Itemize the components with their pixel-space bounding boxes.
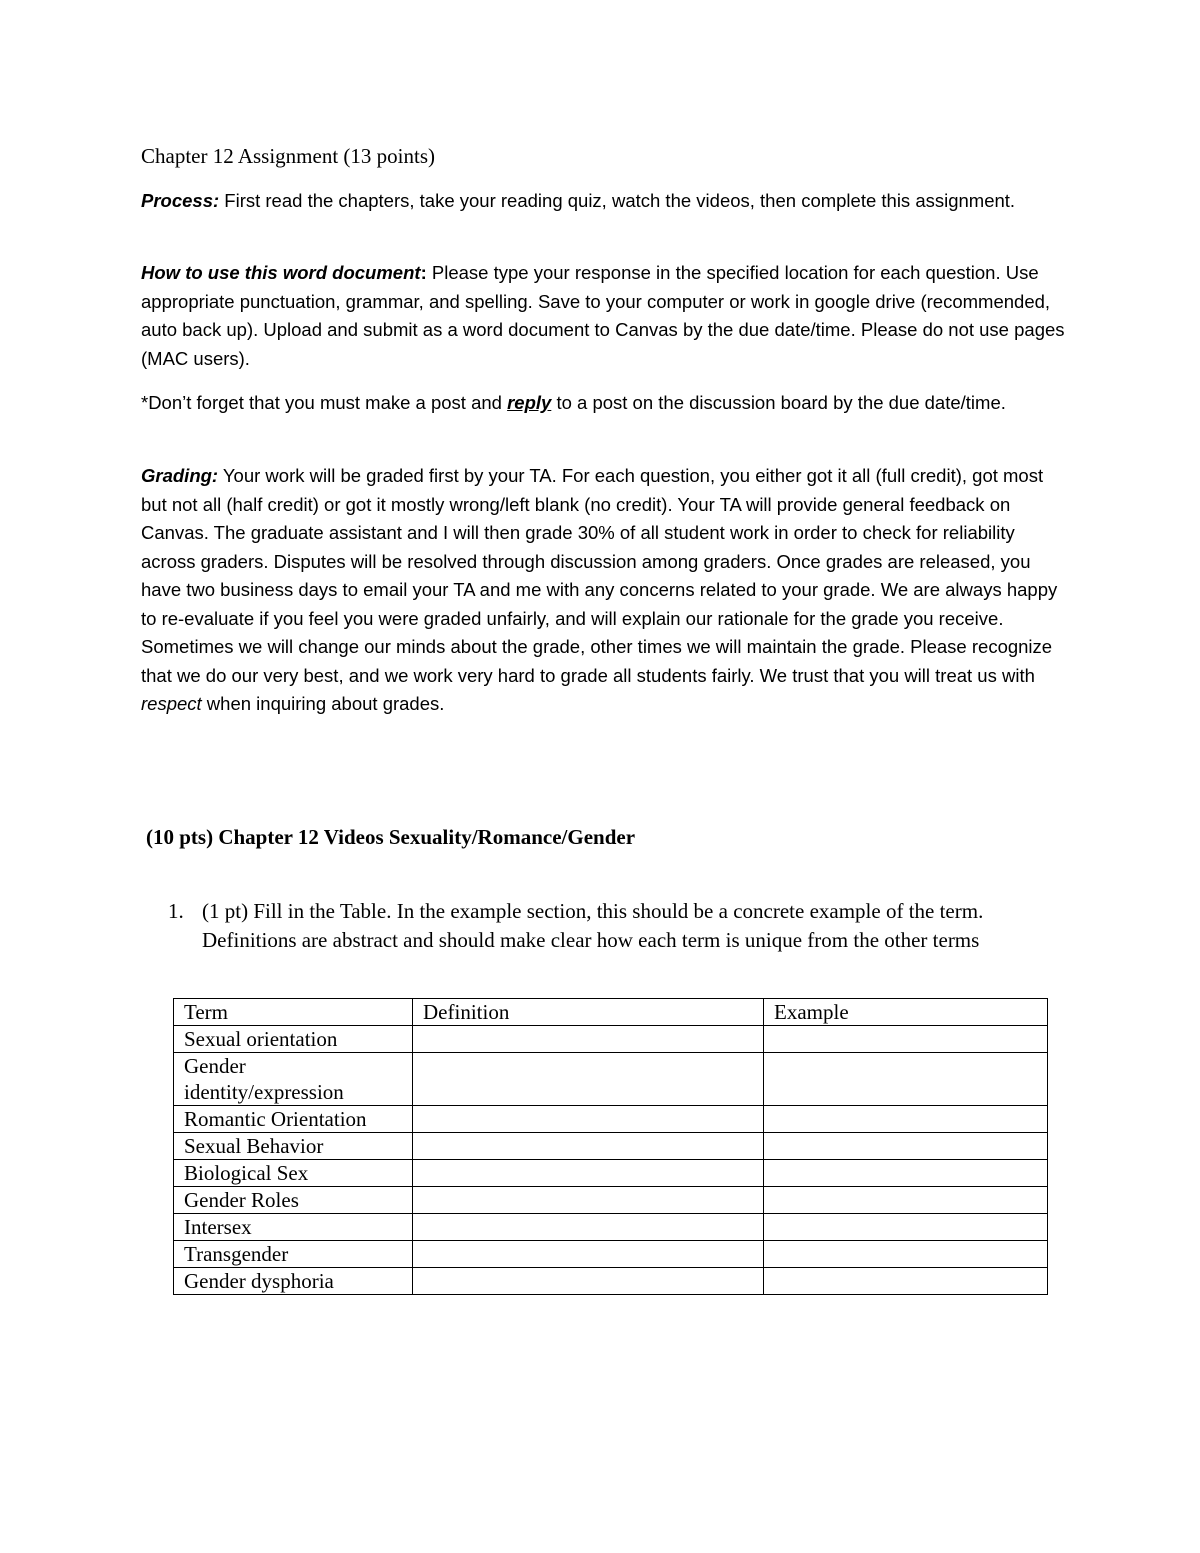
example-cell[interactable]	[764, 1241, 1048, 1268]
term-cell: Transgender	[174, 1241, 413, 1268]
howto-text: Please type your response in the specified location for each question. Use appropriate punctuation, grammar, and spelling. Save to your computer or work in google drive (recommended, auto back up). Upload and submit as a word document to Canvas by the due date/time. Please do not use pages (MAC users).	[141, 262, 1065, 369]
document-title: Chapter 12 Assignment (13 points)	[141, 144, 435, 168]
section-heading: (10 pts) Chapter 12 Videos Sexuality/Romance/Gender	[146, 825, 636, 849]
header-definition: Definition	[413, 999, 764, 1026]
grading-text: Your work will be graded first by your TA. For each question, you either got it all (full credit), got most but not all (half credit) or got it mostly wrong/left blank (no credit). Your TA will provide general feedback on Canvas. The graduate assistant and I will then grade 30% of all student work in order to check for reliability across graders. Disputes will be resolved through discussion among graders. Once grades are released, you have two business days to email your TA and me with any concerns related to your grade. We are always happy to re-evaluate if you feel you were graded unfairly, and will explain our rationale for the grade you receive. Sometimes we will change our minds about the grade, other times we will maintain the grade. Please recognize that we do our very best, and we work very hard to grade all students fairly. We trust that you will treat us with	[141, 465, 1058, 686]
definition-cell[interactable]	[413, 1214, 764, 1241]
table-header-row	[174, 999, 1048, 1026]
question-number: 1.	[168, 899, 184, 923]
grading-emphasis: respect	[141, 693, 202, 714]
terms-table	[173, 998, 1048, 1295]
howto-paragraph	[141, 259, 1066, 373]
term-cell: Biological Sex	[174, 1160, 413, 1187]
grading-text-after: when inquiring about grades.	[201, 693, 445, 714]
table-row	[174, 1133, 1048, 1160]
definition-cell[interactable]	[413, 1106, 764, 1133]
header-example: Example	[764, 999, 1048, 1026]
process-text: First read the chapters, take your reading quiz, watch the videos, then complete this assignment.	[219, 190, 1016, 211]
process-label: Process:	[141, 190, 220, 211]
table-row	[174, 1241, 1048, 1268]
howto-colon: :	[420, 262, 427, 283]
example-cell[interactable]	[764, 1187, 1048, 1214]
term-cell: Gender dysphoria	[174, 1268, 413, 1295]
definition-cell[interactable]	[413, 1026, 764, 1053]
term-cell: Intersex	[174, 1214, 413, 1241]
grading-label: Grading:	[141, 465, 219, 486]
question-1	[168, 897, 1048, 955]
definition-cell[interactable]	[413, 1187, 764, 1214]
example-cell[interactable]	[764, 1053, 1048, 1106]
example-cell[interactable]	[764, 1106, 1048, 1133]
table-row	[174, 1187, 1048, 1214]
term-cell: Gender Roles	[174, 1187, 413, 1214]
table-row	[174, 1053, 1048, 1106]
question-text: (1 pt) Fill in the Table. In the example section, this should be a concrete example of the term. Definitions are abstract and should make clear how each term is unique from the other terms	[202, 899, 984, 952]
definition-cell[interactable]	[413, 1053, 764, 1106]
table-row	[174, 1026, 1048, 1053]
example-cell[interactable]	[764, 1026, 1048, 1053]
term-cell: Romantic Orientation	[174, 1106, 413, 1133]
discussion-reminder-paragraph	[141, 389, 1066, 418]
example-cell[interactable]	[764, 1268, 1048, 1295]
example-cell[interactable]	[764, 1214, 1048, 1241]
table-row	[174, 1106, 1048, 1133]
grading-paragraph	[141, 462, 1066, 719]
example-cell[interactable]	[764, 1160, 1048, 1187]
term-cell: Sexual orientation	[174, 1026, 413, 1053]
definition-cell[interactable]	[413, 1268, 764, 1295]
reminder-text-after: to a post on the discussion board by the due date/time.	[551, 392, 1006, 413]
definition-cell[interactable]	[413, 1241, 764, 1268]
example-cell[interactable]	[764, 1133, 1048, 1160]
term-cell: Gender identity/expression	[174, 1053, 413, 1106]
table-row	[174, 1160, 1048, 1187]
process-paragraph	[141, 187, 1066, 216]
howto-label: How to use this word document	[141, 262, 421, 283]
reminder-text-before: *Don’t forget that you must make a post and	[141, 392, 508, 413]
table-row	[174, 1268, 1048, 1295]
definition-cell[interactable]	[413, 1160, 764, 1187]
definition-cell[interactable]	[413, 1133, 764, 1160]
term-cell: Sexual Behavior	[174, 1133, 413, 1160]
header-term: Term	[174, 999, 413, 1026]
reminder-emphasis: reply	[507, 392, 552, 413]
table-row	[174, 1214, 1048, 1241]
